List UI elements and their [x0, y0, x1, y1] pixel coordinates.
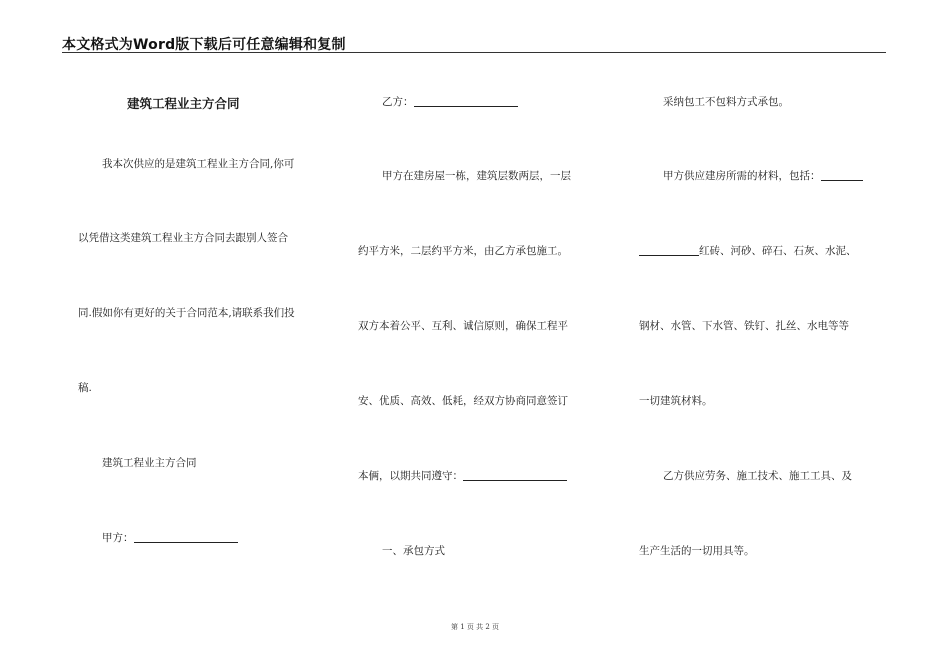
contract-subtitle: 建筑工程业主方合同 — [102, 457, 197, 469]
party-a-line — [102, 530, 238, 545]
materials-line-2 — [639, 243, 857, 258]
paragraph-2-line-3 — [358, 468, 567, 483]
page-number: 第 1 页 共 2 页 — [450, 623, 500, 631]
intro-line-1: 我本次供应的是建筑工程业主方合同,你可 — [102, 158, 295, 170]
contract-method: 采纳包工不包料方式承包。 — [663, 96, 789, 108]
materials-line-1-text: 甲方供应建房所需的材料，包括： — [663, 170, 821, 182]
party-a-label: 甲方： — [102, 532, 134, 544]
labor-line-1: 乙方供应劳务、施工技术、施工工具、及 — [663, 470, 852, 482]
labor-line-2: 生产生活的一切用具等。 — [639, 545, 755, 557]
party-b-blank — [414, 96, 518, 107]
party-a-blank — [134, 532, 238, 543]
paragraph-1-line-1: 甲方在建房屋一栋，建筑层数两层，一层 — [382, 170, 571, 182]
header-divider — [62, 52, 886, 53]
party-b-line — [382, 94, 518, 109]
intro-line-2: 以凭借这类建筑工程业主方合同去跟别人签合 — [78, 232, 288, 244]
materials-line-3: 钢材、水管、下水管、铁钉、扎丝、水电等等 — [639, 320, 849, 332]
party-b-label: 乙方： — [382, 96, 414, 108]
materials-line-4: 一切建筑材料。 — [639, 395, 713, 407]
document-header: 本文格式为Word版下载后可任意编辑和复制 — [62, 37, 346, 53]
paragraph-1-line-2: 约平方米，二层约平方米，由乙方承包施工。 — [358, 245, 568, 257]
paragraph-2-line-1: 双方本着公平、互利、诚信原则，确保工程平 — [358, 320, 568, 332]
materials-blank-1 — [821, 170, 863, 181]
section-1-heading: 一、承包方式 — [382, 545, 445, 557]
intro-line-4: 稿. — [78, 382, 92, 394]
contract-title: 建筑工程业主方合同 — [127, 96, 240, 111]
paragraph-2-line-2: 安、优质、高效、低耗，经双方协商同意签订 — [358, 395, 568, 407]
materials-blank-2 — [639, 245, 699, 256]
paragraph-2-line-3-text: 本俩，以期共同遵守： — [358, 470, 463, 482]
materials-line-2-text: 红砖、河砂、碎石、石灰、水泥、 — [699, 245, 857, 257]
paragraph-2-blank — [463, 470, 567, 481]
materials-line-1 — [663, 168, 863, 183]
intro-line-3: 同.假如你有更好的关于合同范本,请联系我们投 — [78, 307, 295, 319]
